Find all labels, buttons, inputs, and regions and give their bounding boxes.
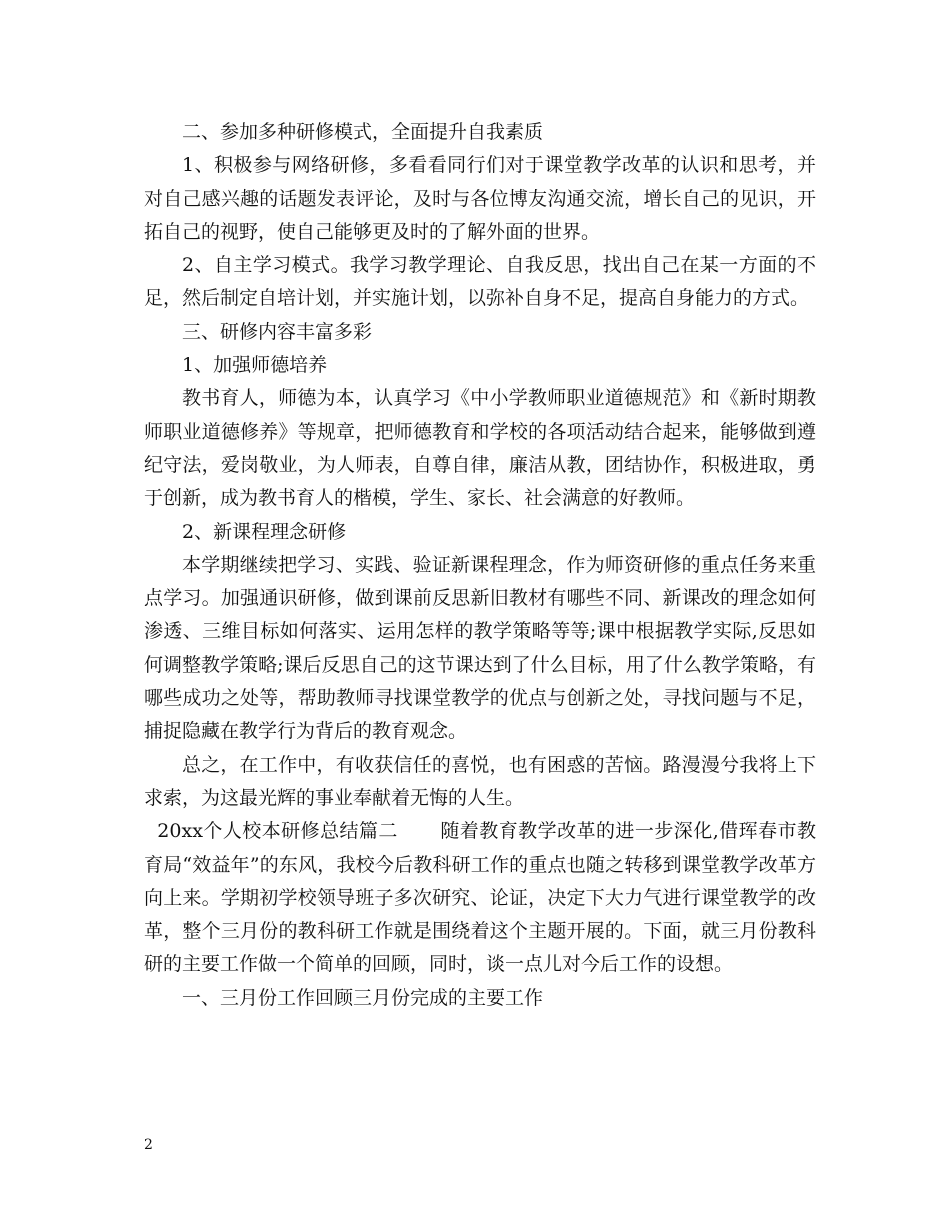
section-intro: 随着教育教学改革的进一步深化,借珲春市教育局“效益年”的东风，我校今后教科研工作的重点也随之转移到课堂教学改革方向上来。学期初学校领导班子多次研究、论证，决定下大力气进行课堂教学的改革，整个三月份的教科研工作就是围绕着这个主题开展的。下面，就三月份教科研的主要工作做一个简单的回顾，同时，谈一点儿对今后工作的设想。 [144,820,816,976]
section-title: 20xx个人校本研修总结篇二 [157,820,398,843]
document-body [144,116,816,1015]
subheading-new-curriculum: 2、新课程理念研修 [182,520,347,543]
section-heading-3: 三、研修内容丰富多彩 [182,320,373,343]
paragraph-ethics: 教书育人，师德为本，认真学习《中小学教师职业道德规范》和《新时期教师职业道德修养》等规章，把师德教育和学校的各项活动结合起来，能够做到遵纪守法，爱岗敬业，为人师表，自尊自律，廉洁从教，团结协作，积极进取，勇于创新，成为教书育人的楷模，学生、家长、社会满意的好教师。 [144,387,816,510]
paragraph-new-curriculum: 本学期继续把学习、实践、验证新课程理念，作为师资研修的重点任务来重点学习。加强通识研修，做到课前反思新旧教材有哪些不同、新课改的理念如何渗透、三维目标如何落实、运用怎样的教学策略等等;课中根据教学实际,反思如何调整教学策略;课后反思自己的这节课达到了什么目标，用了什么教学策略，有哪些成功之处等，帮助教师寻找课堂教学的优点与创新之处，寻找问题与不足，捕捉隐藏在教学行为背后的教育观念。 [144,553,816,743]
paragraph-summary: 总之，在工作中，有收获信任的喜悦，也有困惑的苦恼。路漫漫兮我将上下求索，为这最光辉的事业奉献着无悔的人生。 [144,753,816,809]
page-number: 2 [144,1137,153,1153]
paragraph-march-review: 一、三月份工作回顾三月份完成的主要工作 [182,986,544,1009]
paragraph-network-study: 1、积极参与网络研修，多看看同行们对于课堂教学改革的认识和思考，并对自己感兴趣的话题发表评论，及时与各位博友沟通交流，增长自己的见识，开拓自己的视野，使自己能够更及时的了解外面的世界。 [144,154,816,243]
section-heading-2: 二、参加多种研修模式，全面提升自我素质 [182,121,544,143]
paragraph-section-two [144,815,816,981]
paragraph-self-study: 2、自主学习模式。我学习教学理论、自我反思，找出自己在某一方面的不足，然后制定自培计划，并实施计划，以弥补自身不足，提高自身能力的方式。 [144,254,816,310]
subheading-ethics: 1、加强师德培养 [182,354,328,377]
